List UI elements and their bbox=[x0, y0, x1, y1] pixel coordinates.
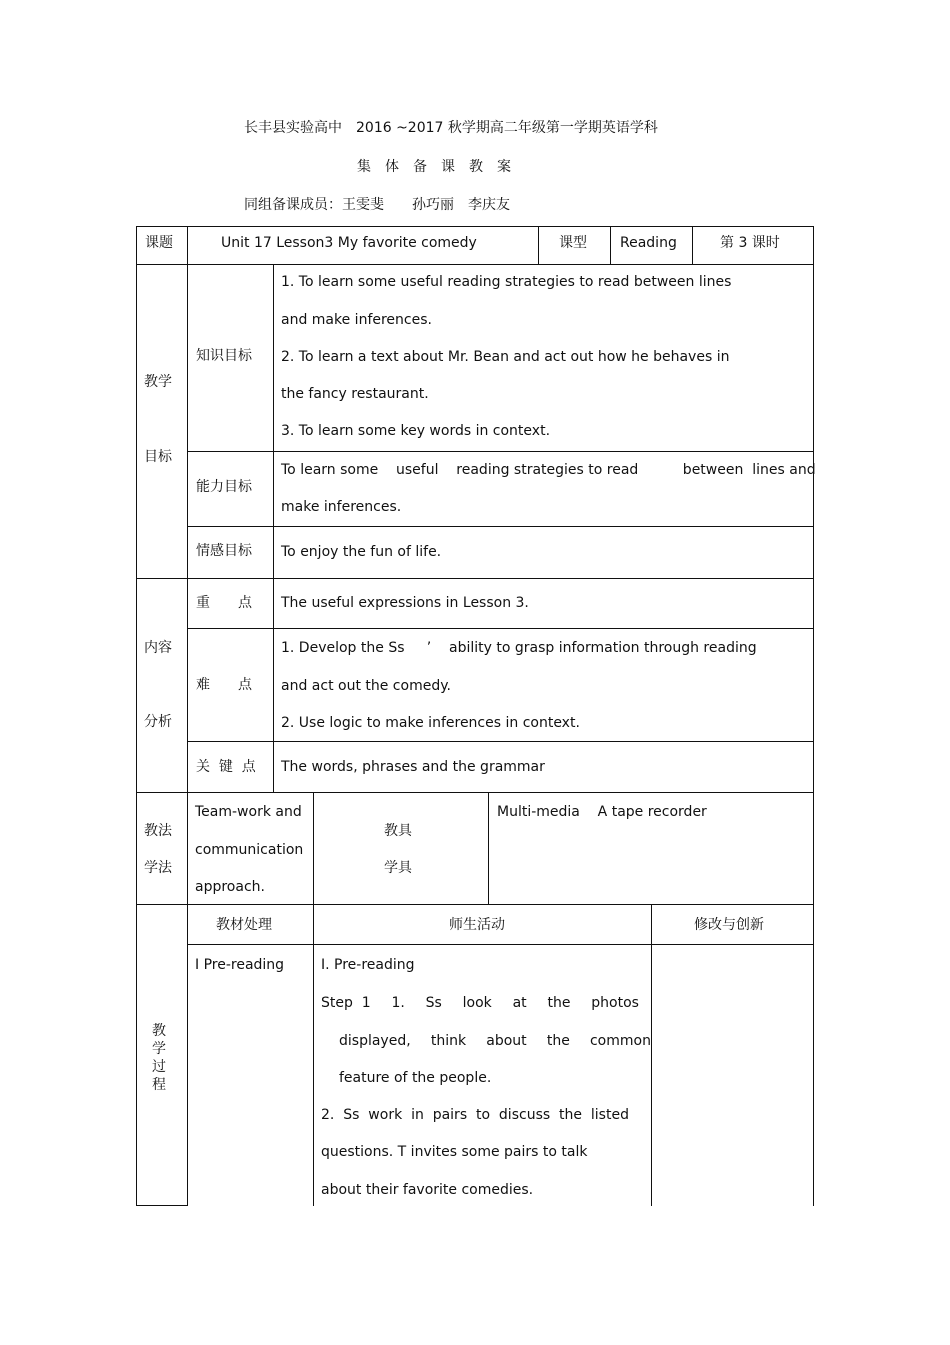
knowledge-goal-line: 1. To learn some useful reading strategies to read between lines bbox=[281, 274, 732, 290]
analysis-label-top: 内容 bbox=[144, 640, 172, 656]
analysis-label-bottom: 分析 bbox=[144, 714, 172, 730]
crux-text: The words, phrases and the grammar bbox=[281, 759, 545, 775]
topic-value: Unit 17 Lesson3 My favorite comedy bbox=[221, 235, 477, 251]
members-line: 同组备课成员：王雯斐 孙巧丽 李庆友 bbox=[244, 197, 510, 213]
difficult-point-line: and act out the comedy. bbox=[281, 678, 451, 694]
step2-line: 2. Ss work in pairs to discuss the listed bbox=[321, 1107, 629, 1123]
ability-goal-line: To learn some useful reading strategies to read between lines and bbox=[281, 462, 816, 478]
step1-line: displayed, think about the common bbox=[339, 1033, 651, 1049]
key-point-label: 重 点 bbox=[196, 595, 252, 611]
difficult-point-label: 难 点 bbox=[196, 677, 252, 693]
col-material: 教材处理 bbox=[216, 917, 272, 933]
school-title: 长丰县实验高中 2016 ~2017 秋学期高二年级第一学期英语学科 bbox=[244, 120, 658, 136]
col-activity: 师生活动 bbox=[449, 917, 505, 933]
key-point-text: The useful expressions in Lesson 3. bbox=[281, 595, 529, 611]
ability-goal-label: 能力目标 bbox=[196, 479, 252, 495]
goals-label-top: 教学 bbox=[144, 374, 172, 390]
knowledge-goal-label: 知识目标 bbox=[196, 348, 252, 364]
topic-label: 课题 bbox=[145, 235, 173, 251]
ability-goal-line: make inferences. bbox=[281, 499, 402, 515]
step1-line: feature of the people. bbox=[339, 1070, 492, 1086]
doc-title: 集 体 备 课 教 案 bbox=[357, 159, 511, 175]
difficult-point-line: 2. Use logic to make inferences in context. bbox=[281, 715, 580, 731]
step1-line: Step 1 1. Ss look at the photos bbox=[321, 995, 639, 1011]
crux-label: 关 键 点 bbox=[196, 759, 256, 775]
tools-label-bottom: 学具 bbox=[384, 860, 412, 876]
tools-value: Multi-media A tape recorder bbox=[497, 804, 707, 820]
difficult-point-line: 1. Develop the Ss ’ ability to grasp information through reading bbox=[281, 640, 757, 656]
activity-heading: Ⅰ. Pre-reading bbox=[321, 957, 415, 973]
step2-line: questions. T invites some pairs to talk bbox=[321, 1144, 588, 1160]
knowledge-goal-line: and make inferences. bbox=[281, 312, 432, 328]
goals-label-bottom: 目标 bbox=[144, 449, 172, 465]
type-label: 课型 bbox=[559, 235, 587, 251]
emotion-goal-text: To enjoy the fun of life. bbox=[281, 544, 442, 560]
approach-line: approach. bbox=[195, 879, 265, 895]
approach-line: communication bbox=[195, 842, 304, 858]
process-label: 教 学 过 程 bbox=[152, 1023, 166, 1093]
knowledge-goal-line: 3. To learn some key words in context. bbox=[281, 423, 551, 439]
type-value: Reading bbox=[620, 235, 677, 251]
material-text: I Pre-reading bbox=[195, 957, 285, 973]
period-text: 第 3 课时 bbox=[720, 235, 780, 251]
tools-label-top: 教具 bbox=[384, 823, 412, 839]
method-label-bottom: 学法 bbox=[144, 860, 172, 876]
method-label-top: 教法 bbox=[144, 823, 172, 839]
emotion-goal-label: 情感目标 bbox=[196, 543, 252, 559]
knowledge-goal-line: 2. To learn a text about Mr. Bean and act out how he behaves in bbox=[281, 349, 730, 365]
knowledge-goal-line: the fancy restaurant. bbox=[281, 386, 429, 402]
approach-line: Team-work and bbox=[195, 804, 302, 820]
step2-line: about their favorite comedies. bbox=[321, 1182, 534, 1198]
col-revise: 修改与创新 bbox=[694, 917, 764, 933]
